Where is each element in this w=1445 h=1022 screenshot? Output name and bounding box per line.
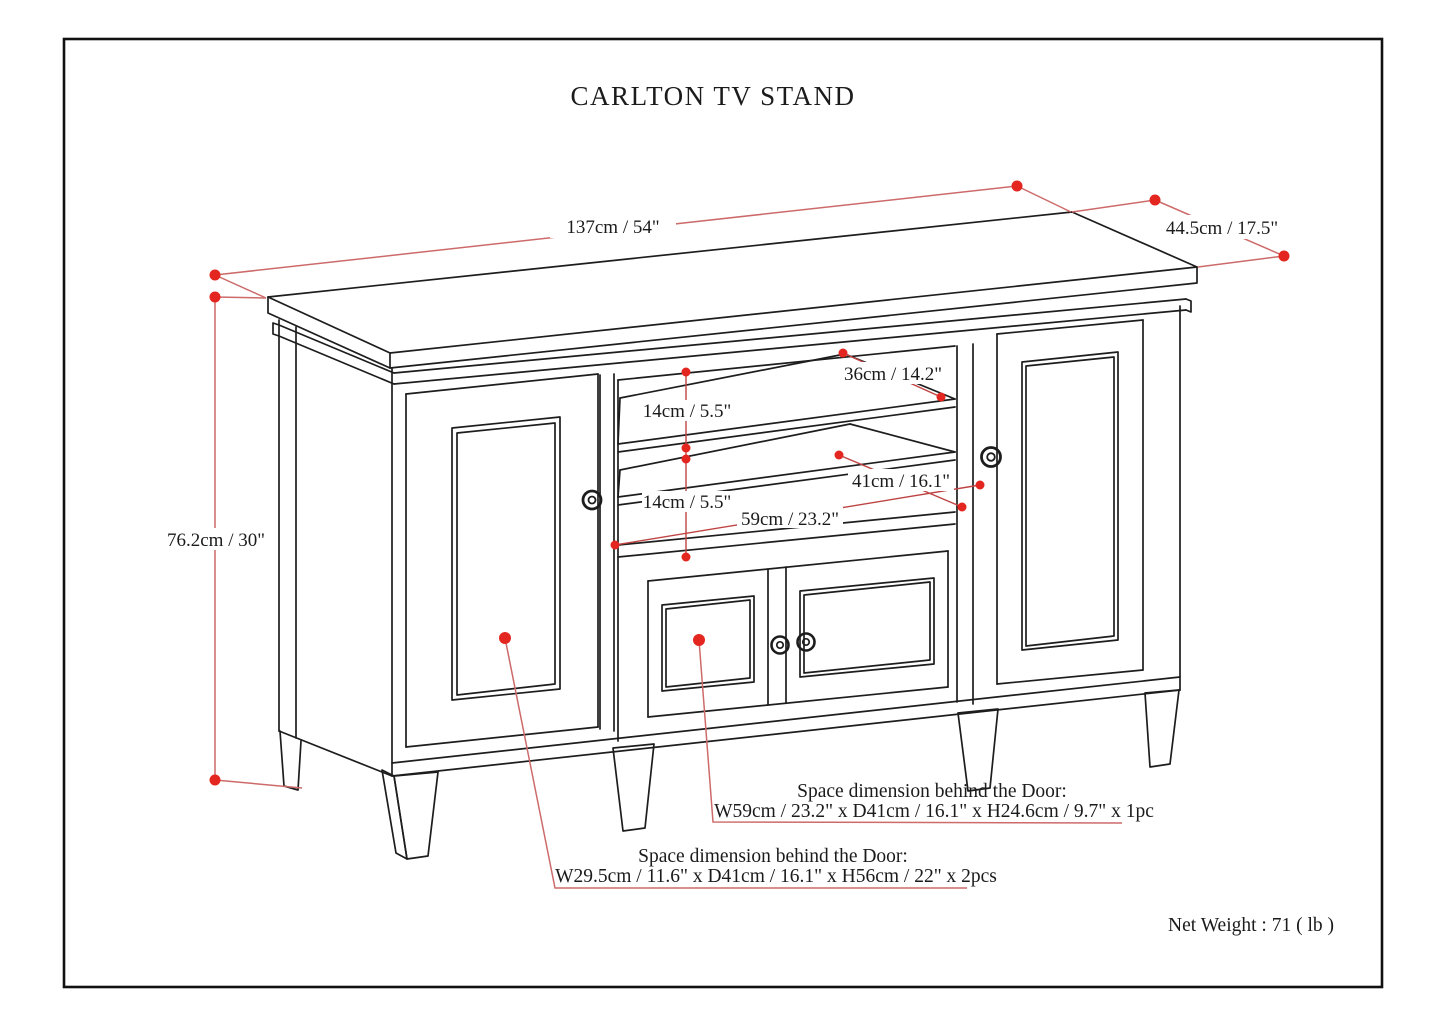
right-door-knob-center [987,453,995,461]
page-title: CARLTON TV STAND [570,81,856,111]
overall-depth-label: 44.5cm / 17.5" [1165,218,1279,239]
center-door-annotation-detail: W59cm / 23.2" x D41cm / 16.1" x H24.6cm / 9.7" x 1pc [714,801,1154,822]
right-door [997,320,1143,684]
front-left-leg [394,772,438,859]
center-door-callout-dot [693,634,705,646]
back-left-leg [280,731,301,790]
left-door [406,374,598,747]
dimension-dots [210,181,1290,786]
overall-height-label: 76.2cm / 30" [167,530,265,551]
center-doors [648,551,948,717]
drawing-border [64,39,1382,987]
lower-clearance-label: 14cm / 5.5" [642,492,732,513]
top-board [268,212,1197,368]
side-door-callout-dot [499,632,511,644]
front-right-leg [1145,690,1179,767]
lower-shelf-depth-label: 41cm / 16.1" [852,471,950,492]
legs [280,690,1179,859]
tv-stand-line-art [268,212,1197,859]
bead-molding [394,299,1191,384]
left-side-panel [273,320,394,776]
opening-width-label: 59cm / 23.2" [741,509,839,530]
mid-left-leg [613,744,654,831]
net-weight-label: Net Weight : 71 ( lb ) [1168,915,1334,936]
overall-width-label: 137cm / 54" [566,217,660,238]
mid-right-leg [958,709,998,791]
center-left-door-knob-center [777,642,783,648]
lower-shelf-right-edge [850,424,955,452]
top-shelf-depth-label: 36cm / 14.2" [844,364,942,385]
center-left-stile [600,374,618,741]
side-door-annotation-heading: Space dimension behind the Door: [638,846,908,867]
upper-clearance-label: 14cm / 5.5" [642,401,732,422]
left-door-knob-center [589,497,596,504]
center-door-annotation-heading: Space dimension behind the Door: [797,781,1067,802]
side-door-annotation-detail: W29.5cm / 11.6" x D41cm / 16.1" x H56cm / 22" x 2pcs [555,866,997,887]
